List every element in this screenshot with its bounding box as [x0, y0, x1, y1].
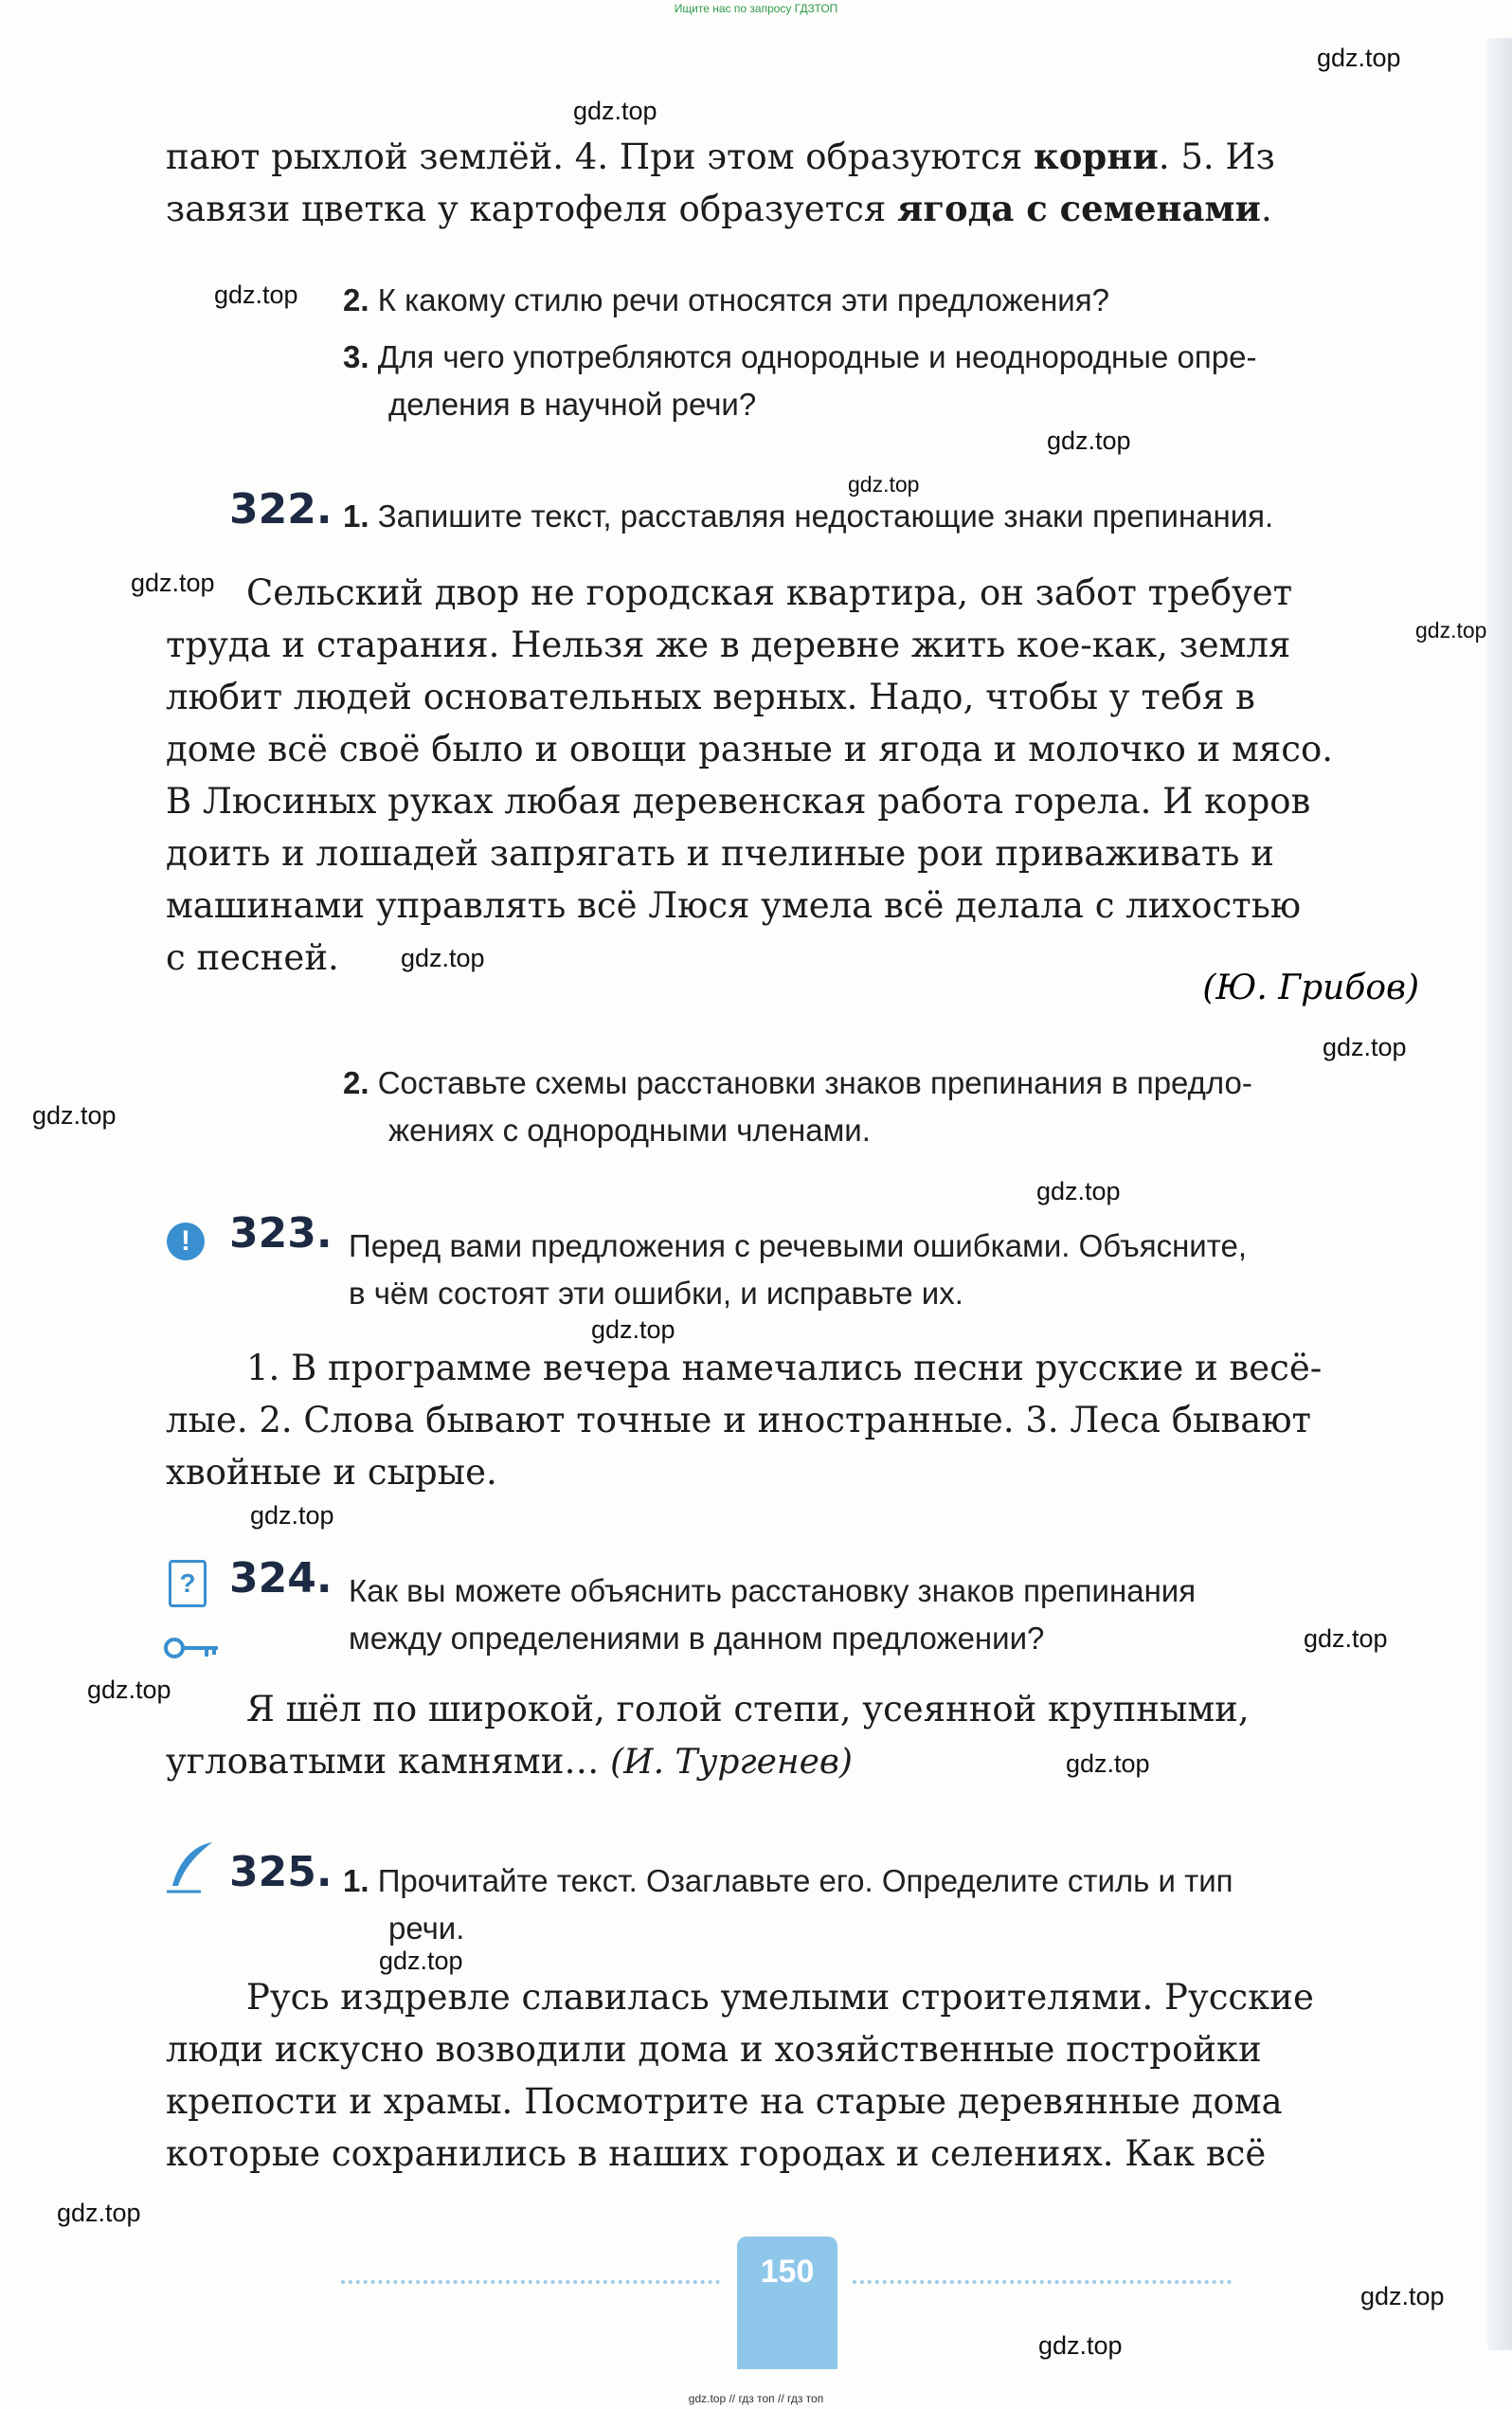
task-text: жениях с однородными членами. [388, 1113, 871, 1148]
pen-feather-icon [163, 1838, 218, 1895]
text-line: с песней. [166, 937, 339, 978]
task-number: 2. [343, 282, 369, 317]
ex324-task [349, 1567, 1423, 1662]
task-number: 3. [343, 339, 369, 374]
task-number: 1. [343, 1863, 369, 1898]
watermark: gdz.top [32, 1101, 117, 1130]
task-text: Перед вами предложения с речевыми ошибками. Объясните, [349, 1228, 1248, 1263]
ex323-task [349, 1223, 1423, 1317]
ex322-text [166, 567, 1421, 984]
text-line: 1. В программе вечера намечались песни русские и весё- [246, 1348, 1323, 1388]
key-icon [163, 1636, 220, 1660]
text-line: люди искусно возводили дома и хозяйственные постройки [166, 2029, 1262, 2070]
watermark: gdz.top [401, 944, 485, 972]
text-line: Я шёл по широкой, голой степи, усеянной крупными, [246, 1689, 1250, 1730]
task-text: Запишите текст, расставляя недостающие знаки препинания. [377, 498, 1274, 534]
ex325-task [343, 1857, 1423, 1952]
watermark: gdz.top [214, 281, 298, 309]
intro-bold-roots: корни [1034, 136, 1159, 177]
watermark: gdz.top [1317, 44, 1401, 72]
watermark: gdz.top [591, 1315, 675, 1344]
exercise-number-322: 322. [229, 485, 333, 534]
watermark: gdz.top [573, 97, 657, 125]
ex325-text [166, 1971, 1421, 2180]
watermark: gdz.top [848, 472, 920, 497]
intro-task-2 [343, 277, 1423, 324]
text-line: Русь издревле славилась умелыми строителями. Русские [246, 1977, 1314, 2018]
text-line: В Люсиных руках любая деревенская работа горела. И коров [166, 781, 1311, 822]
top-banner: Ищите нас по запросу ГДЗТОП [674, 2, 838, 15]
task-text: Как вы можете объяснить расстановку знаков препинания [349, 1573, 1197, 1608]
ex323-text [166, 1342, 1421, 1498]
intro-task-3 [343, 334, 1423, 428]
author-turgenev: (И. Тургенев) [610, 1743, 853, 1782]
task-number: 2. [343, 1065, 369, 1100]
task-text: К какому стилю речи относятся эти предложения? [377, 282, 1109, 317]
text-line: хвойные и сырые. [166, 1452, 497, 1493]
footer-dotted-line-left [341, 2280, 720, 2284]
text-line: крепости и храмы. Посмотрите на старые деревянные дома [166, 2081, 1283, 2122]
ex322-task-1 [343, 493, 1423, 540]
task-number: 1. [343, 498, 369, 534]
text-line: лые. 2. Слова бывают точные и иностранные. 3. Леса бывают [166, 1400, 1312, 1440]
watermark: gdz.top [1323, 1033, 1407, 1061]
page-edge [1487, 38, 1512, 2350]
bottom-banner: gdz.top // гдз топ // гдз топ [688, 2392, 824, 2405]
watermark: gdz.top [1036, 1177, 1121, 1205]
ex324-text [166, 1683, 1421, 1788]
text-line: доме всё своё было и овощи разные и ягода и молочко и мясо. [166, 729, 1333, 770]
footer-dotted-line-right [853, 2280, 1232, 2284]
watermark: gdz.top [250, 1501, 334, 1530]
watermark: gdz.top [379, 1947, 463, 1975]
watermark: gdz.top [57, 2199, 141, 2227]
task-text: в чём состоят эти ошибки, и исправьте их. [349, 1276, 963, 1311]
task-text: между определениями в данном предложении? [349, 1621, 1045, 1656]
text-line: труда и старания. Нельзя же в деревне жить кое-как, земля [166, 625, 1291, 665]
exercise-number-324: 324. [229, 1554, 333, 1603]
text-line: машинами управлять всё Люся умела всё делала с лихостью [166, 885, 1302, 926]
watermark: gdz.top [1304, 1624, 1388, 1653]
text-line: угловатыми камнями… [166, 1741, 611, 1782]
watermark: gdz.top [1066, 1749, 1150, 1778]
text-line: которые сохранились в наших городах и селениях. Как всё [166, 2133, 1267, 2174]
text-line: доить и лошадей запрягать и пчелиные рои приваживать и [166, 833, 1274, 874]
intro-text-part: . [1261, 189, 1272, 229]
watermark: gdz.top [1360, 2282, 1445, 2310]
intro-text-part: . 5. Из [1158, 136, 1275, 177]
intro-text-part: пают рыхлой землёй. 4. При этом образуются [166, 136, 1035, 177]
watermark: gdz.top [1038, 2331, 1123, 2360]
exclamation-icon: ! [167, 1223, 205, 1260]
task-text: Для чего употребляются однородные и неоднородные опре- [377, 339, 1257, 374]
page-number: 150 [737, 2237, 837, 2369]
watermark: gdz.top [87, 1675, 171, 1704]
watermark: gdz.top [1047, 426, 1131, 455]
text-line: любит людей основательных верных. Надо, чтобы у тебя в [166, 677, 1255, 717]
intro-text-part: завязи цветка у картофеля образуется [166, 189, 897, 229]
text-line: Сельский двор не городская квартира, он забот требует [246, 572, 1293, 613]
task-text: Составьте схемы расстановки знаков препинания в предло- [377, 1065, 1252, 1100]
exercise-number-325: 325. [229, 1848, 333, 1896]
task-text: Прочитайте текст. Озаглавьте его. Определите стиль и тип [377, 1863, 1233, 1898]
watermark: gdz.top [1415, 618, 1487, 643]
task-text: речи. [388, 1911, 465, 1946]
question-card-icon: ? [169, 1560, 207, 1607]
ex322-task-2 [343, 1060, 1423, 1154]
watermark: gdz.top [131, 569, 215, 597]
exercise-number-323: 323. [229, 1209, 333, 1258]
task-text: деления в научной речи? [388, 387, 757, 422]
author-gribov: (Ю. Грибов) [1202, 969, 1419, 1007]
intro-text [166, 131, 1416, 235]
intro-bold-berry: ягода с семенами [897, 188, 1262, 229]
